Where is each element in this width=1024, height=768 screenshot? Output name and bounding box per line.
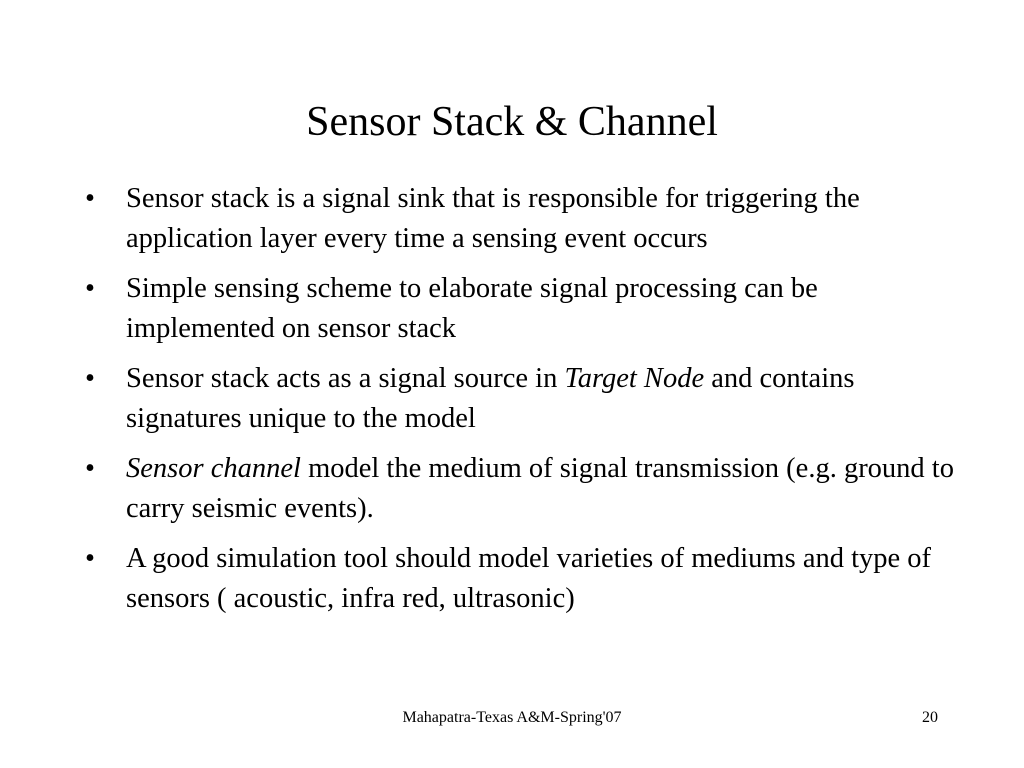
bullet-item: [85, 269, 965, 349]
bullet-text-plain: Sensor stack is a signal sink that is responsible for triggering the application layer every time a sensing event occurs: [126, 183, 860, 254]
bullet-text-plain: Sensor stack acts as a signal source in: [126, 363, 565, 394]
bullet-text-plain-tail: and contains signatures unique to the model: [126, 363, 855, 434]
bullet-list: [85, 179, 965, 629]
bullet-icon: •: [85, 543, 95, 574]
bullet-item: [85, 539, 965, 619]
bullet-text-plain: Simple sensing scheme to elaborate signal processing can be implemented on sensor stack: [126, 273, 818, 344]
bullet-icon: •: [85, 453, 95, 484]
bullet-item: [85, 449, 965, 529]
bullet-icon: •: [85, 363, 95, 394]
bullet-text-italic: Sensor channel: [126, 453, 301, 484]
bullet-text: [126, 273, 818, 344]
bullet-item: [85, 359, 965, 439]
bullet-item: [85, 179, 965, 259]
bullet-text: [126, 363, 854, 434]
bullet-icon: •: [85, 273, 95, 304]
bullet-text-plain-tail: model the medium of signal transmission (e.g. ground to carry seismic events).: [126, 453, 954, 524]
bullet-icon: •: [85, 183, 95, 214]
slide-number: 20: [922, 709, 938, 726]
bullet-text: [126, 453, 954, 524]
bullet-text-plain: A good simulation tool should model varieties of mediums and type of sensors ( acoustic, infra red, ultrasonic): [126, 543, 932, 614]
bullet-text: [126, 543, 931, 614]
slide-footer: Mahapatra-Texas A&M-Spring'07: [402, 709, 622, 726]
slide-title: Sensor Stack & Channel: [306, 99, 718, 145]
bullet-text: [126, 183, 860, 254]
bullet-text-italic: Target Node: [564, 363, 705, 394]
